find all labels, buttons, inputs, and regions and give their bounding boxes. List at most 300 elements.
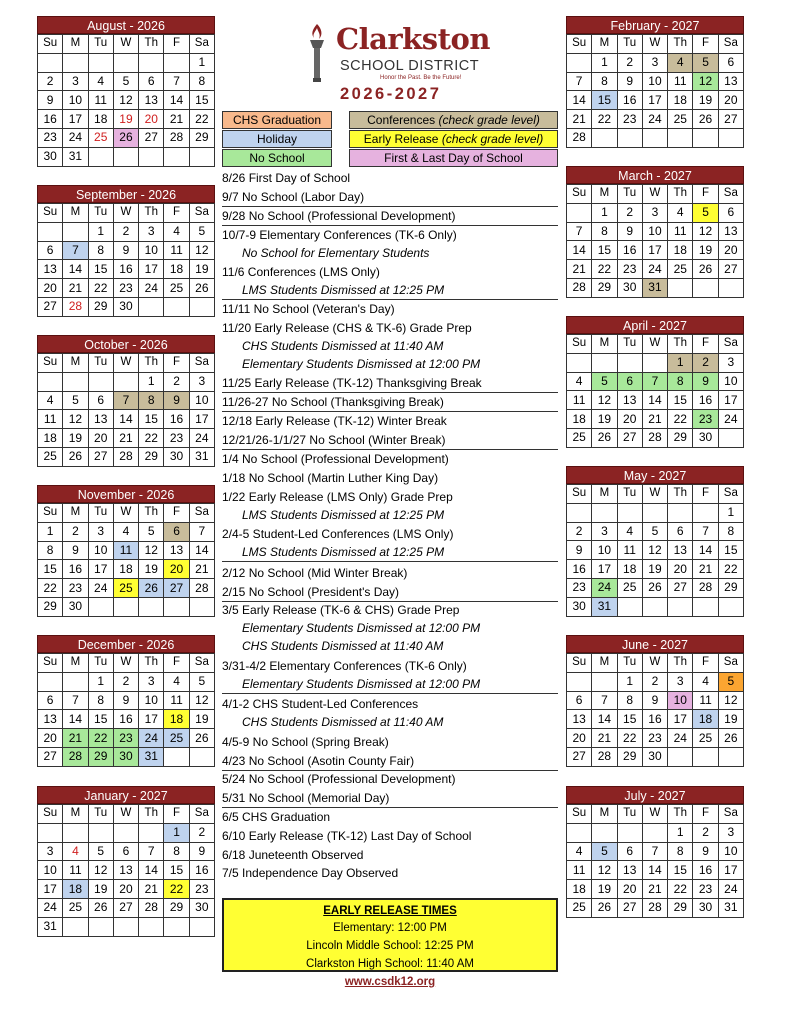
event-title: 8/26 First Day of School [222, 171, 351, 185]
day-cell: 29 [617, 747, 642, 766]
weekday-header: M [592, 185, 617, 204]
day-cell [617, 597, 642, 616]
day-cell: 8 [164, 842, 189, 861]
day-cell [642, 128, 667, 147]
day-cell: 26 [139, 579, 164, 598]
week-row [38, 541, 215, 560]
day-cell: 24 [139, 279, 164, 298]
day-cell: 8 [88, 691, 113, 710]
day-cell: 25 [88, 128, 113, 147]
day-cell [139, 53, 164, 72]
event-item [222, 695, 558, 731]
event-title: 6/5 CHS Graduation [222, 810, 331, 824]
day-cell [718, 128, 743, 147]
day-cell: 18 [63, 880, 88, 899]
calendar-december [37, 635, 215, 767]
weekday-header: W [642, 35, 667, 54]
day-cell: 4 [668, 53, 693, 72]
day-cell: 30 [113, 297, 138, 316]
day-cell: 16 [113, 260, 138, 279]
day-cell: 3 [642, 203, 667, 222]
weekday-header: Tu [617, 335, 642, 354]
event-title: 4/1-2 CHS Student-Led Conferences [222, 697, 419, 711]
week-row [38, 391, 215, 410]
weekday-header: Th [668, 335, 693, 354]
day-cell: 23 [693, 880, 718, 899]
weekday-header: M [592, 335, 617, 354]
event-item [222, 864, 558, 882]
day-cell: 13 [139, 91, 164, 110]
event-item [222, 827, 558, 845]
weekday-header: Sa [718, 805, 743, 824]
event-title: 1/4 No School (Professional Development) [222, 452, 449, 466]
day-cell: 24 [718, 880, 743, 899]
weekday-header: M [63, 354, 88, 373]
day-cell: 18 [567, 880, 592, 899]
week-row [567, 672, 744, 691]
day-cell: 23 [642, 729, 667, 748]
day-cell: 18 [668, 241, 693, 260]
day-cell: 26 [693, 110, 718, 129]
day-cell: 2 [567, 522, 592, 541]
day-cell: 13 [668, 541, 693, 560]
week-row [38, 917, 215, 936]
early-release-times-box [222, 898, 558, 972]
week-row [38, 410, 215, 429]
day-cell [63, 823, 88, 842]
weekday-header: F [164, 204, 189, 223]
day-cell: 22 [88, 279, 113, 298]
event-item [222, 374, 558, 393]
day-cell: 14 [592, 710, 617, 729]
weekday-header: M [63, 504, 88, 523]
day-cell: 14 [567, 91, 592, 110]
day-cell: 9 [38, 91, 63, 110]
district-logo [300, 18, 500, 108]
day-cell [139, 823, 164, 842]
day-cell: 1 [592, 53, 617, 72]
day-cell: 13 [718, 222, 743, 241]
weekday-header: Th [668, 35, 693, 54]
day-cell: 27 [164, 579, 189, 598]
legend-first-last-day: First & Last Day of School [349, 149, 558, 167]
day-cell: 19 [139, 560, 164, 579]
day-cell: 26 [88, 898, 113, 917]
day-cell: 6 [113, 842, 138, 861]
day-cell: 10 [718, 842, 743, 861]
district-name: Clarkston [336, 22, 490, 56]
event-title: 9/7 No School (Labor Day) [222, 190, 365, 204]
week-row [567, 241, 744, 260]
day-cell [189, 147, 214, 166]
week-row [567, 710, 744, 729]
day-cell [189, 917, 214, 936]
school-year: 2026-2027 [340, 85, 442, 103]
day-cell [113, 53, 138, 72]
day-cell: 20 [668, 560, 693, 579]
day-cell: 8 [668, 372, 693, 391]
day-cell: 26 [189, 729, 214, 748]
week-row [38, 823, 215, 842]
day-cell [668, 503, 693, 522]
weekday-header: M [63, 35, 88, 54]
week-row [567, 560, 744, 579]
month-title: January - 2027 [37, 786, 215, 804]
day-cell: 4 [693, 672, 718, 691]
day-cell [63, 222, 88, 241]
day-cell: 16 [164, 410, 189, 429]
day-cell: 6 [567, 691, 592, 710]
week-row [567, 203, 744, 222]
day-cell: 30 [617, 278, 642, 297]
day-cell [617, 128, 642, 147]
event-detail: LMS Students Dismissed at 12:25 PM [242, 283, 445, 297]
day-cell: 8 [139, 391, 164, 410]
weekday-header: Tu [617, 485, 642, 504]
day-cell: 18 [88, 110, 113, 129]
day-cell: 17 [642, 91, 667, 110]
day-cell [592, 503, 617, 522]
day-cell: 15 [88, 260, 113, 279]
calendar-february [566, 16, 744, 148]
day-cell: 30 [164, 447, 189, 466]
weekday-header: Su [38, 805, 63, 824]
day-cell [189, 747, 214, 766]
day-cell: 1 [668, 823, 693, 842]
day-cell: 31 [38, 917, 63, 936]
day-cell: 1 [164, 823, 189, 842]
day-cell: 5 [592, 842, 617, 861]
district-subtitle: SCHOOL DISTRICT [340, 58, 480, 74]
day-cell: 30 [113, 747, 138, 766]
day-cell: 9 [693, 842, 718, 861]
month-title: August - 2026 [37, 16, 215, 34]
event-item [222, 412, 558, 430]
day-cell [668, 597, 693, 616]
day-cell: 29 [88, 297, 113, 316]
day-cell: 13 [38, 710, 63, 729]
calendar-september [37, 185, 215, 317]
week-row [567, 823, 744, 842]
week-row [567, 278, 744, 297]
day-cell [139, 297, 164, 316]
day-cell [642, 353, 667, 372]
day-cell: 5 [592, 372, 617, 391]
day-cell: 20 [617, 410, 642, 429]
day-cell: 8 [668, 842, 693, 861]
weekday-header: Sa [718, 185, 743, 204]
week-row [38, 898, 215, 917]
day-cell: 8 [617, 691, 642, 710]
day-cell: 13 [617, 861, 642, 880]
day-cell: 15 [38, 560, 63, 579]
day-cell [164, 297, 189, 316]
week-row [567, 91, 744, 110]
day-cell: 2 [38, 72, 63, 91]
day-cell [567, 672, 592, 691]
week-row [38, 597, 215, 616]
event-title: 11/6 Conferences (LMS Only) [222, 265, 380, 279]
day-cell: 20 [38, 729, 63, 748]
day-cell: 21 [592, 729, 617, 748]
month-title: June - 2027 [566, 635, 744, 653]
day-cell: 27 [88, 447, 113, 466]
day-cell: 9 [164, 391, 189, 410]
event-item [222, 808, 558, 826]
day-cell: 15 [139, 410, 164, 429]
day-cell: 1 [38, 522, 63, 541]
week-row [567, 110, 744, 129]
day-cell: 7 [642, 842, 667, 861]
event-item [222, 564, 558, 582]
day-cell: 29 [164, 898, 189, 917]
day-cell: 15 [88, 710, 113, 729]
day-cell: 12 [693, 72, 718, 91]
day-cell: 2 [642, 672, 667, 691]
day-cell: 16 [693, 391, 718, 410]
day-cell: 22 [164, 880, 189, 899]
month-title: April - 2027 [566, 316, 744, 334]
day-cell: 8 [88, 241, 113, 260]
week-row [567, 842, 744, 861]
event-title: 11/20 Early Release (CHS & TK-6) Grade Prep [222, 321, 472, 335]
day-cell: 19 [189, 710, 214, 729]
day-cell: 11 [668, 72, 693, 91]
week-row [567, 880, 744, 899]
day-cell: 19 [592, 410, 617, 429]
day-cell: 27 [139, 128, 164, 147]
day-cell: 3 [592, 522, 617, 541]
day-cell: 24 [139, 729, 164, 748]
weekday-header: Su [567, 805, 592, 824]
day-cell [38, 222, 63, 241]
day-cell: 23 [113, 729, 138, 748]
day-cell [718, 278, 743, 297]
early-release-heading: EARLY RELEASE TIMES [323, 905, 457, 917]
month-title: May - 2027 [566, 466, 744, 484]
day-cell: 25 [164, 729, 189, 748]
week-row [38, 260, 215, 279]
day-cell: 5 [642, 522, 667, 541]
week-row [38, 447, 215, 466]
day-cell [567, 503, 592, 522]
week-row [38, 560, 215, 579]
day-cell: 2 [113, 222, 138, 241]
month-title: December - 2026 [37, 635, 215, 653]
day-cell [592, 672, 617, 691]
day-cell: 25 [617, 578, 642, 597]
day-cell: 12 [718, 691, 743, 710]
event-item [222, 752, 558, 771]
weekday-header: W [113, 35, 138, 54]
day-cell [88, 53, 113, 72]
month-title: July - 2027 [566, 786, 744, 804]
day-cell: 18 [567, 410, 592, 429]
day-cell: 25 [567, 428, 592, 447]
event-title: 2/15 No School (President's Day) [222, 585, 400, 599]
day-cell: 22 [189, 110, 214, 129]
torch-icon [306, 22, 328, 84]
day-cell [567, 203, 592, 222]
day-cell [63, 672, 88, 691]
day-cell [63, 917, 88, 936]
day-cell: 13 [164, 541, 189, 560]
day-cell: 31 [189, 447, 214, 466]
day-cell: 14 [642, 391, 667, 410]
day-cell: 15 [164, 861, 189, 880]
day-cell: 31 [63, 147, 88, 166]
early-release-middle: Lincoln Middle School: 12:25 PM [306, 940, 474, 952]
event-item [222, 733, 558, 751]
weekday-header: Th [668, 654, 693, 673]
day-cell: 14 [567, 241, 592, 260]
event-item [222, 469, 558, 487]
day-cell: 9 [113, 241, 138, 260]
day-cell: 21 [63, 279, 88, 298]
day-cell: 24 [592, 578, 617, 597]
day-cell: 15 [617, 710, 642, 729]
day-cell: 27 [567, 747, 592, 766]
day-cell [139, 597, 164, 616]
day-cell: 11 [38, 410, 63, 429]
day-cell: 27 [38, 747, 63, 766]
calendar-january [37, 786, 215, 937]
week-row [567, 391, 744, 410]
day-cell [113, 917, 138, 936]
day-cell: 7 [139, 842, 164, 861]
day-cell: 29 [38, 597, 63, 616]
day-cell: 26 [592, 898, 617, 917]
day-cell: 7 [567, 72, 592, 91]
event-title: 5/24 No School (Professional Development) [222, 772, 456, 786]
weekday-header: Sa [718, 335, 743, 354]
weekday-header: M [592, 654, 617, 673]
day-cell: 24 [668, 729, 693, 748]
day-cell [164, 597, 189, 616]
day-cell [693, 503, 718, 522]
day-cell: 25 [38, 447, 63, 466]
event-title: 2/4-5 Student-Led Conferences (LMS Only) [222, 527, 454, 541]
week-row [38, 128, 215, 147]
day-cell: 18 [668, 91, 693, 110]
weekday-header: M [592, 485, 617, 504]
day-cell: 31 [592, 597, 617, 616]
weekday-header: Tu [88, 35, 113, 54]
event-item [222, 226, 558, 262]
day-cell [567, 353, 592, 372]
day-cell: 25 [668, 260, 693, 279]
day-cell: 11 [668, 222, 693, 241]
weekday-header: Th [139, 504, 164, 523]
day-cell: 6 [668, 522, 693, 541]
weekday-header: Tu [88, 504, 113, 523]
event-title: 5/31 No School (Memorial Day) [222, 791, 390, 805]
weekday-header: Tu [88, 204, 113, 223]
day-cell: 25 [63, 898, 88, 917]
day-cell: 30 [63, 597, 88, 616]
day-cell: 17 [63, 110, 88, 129]
event-item [222, 657, 558, 694]
week-row [38, 222, 215, 241]
event-title: 7/5 Independence Day Observed [222, 866, 399, 880]
day-cell: 11 [617, 541, 642, 560]
day-cell: 10 [139, 691, 164, 710]
day-cell [113, 823, 138, 842]
event-title: 2/12 No School (Mid Winter Break) [222, 566, 408, 580]
day-cell: 3 [642, 53, 667, 72]
day-cell: 25 [164, 279, 189, 298]
event-item [222, 488, 558, 524]
day-cell [617, 503, 642, 522]
day-cell: 24 [718, 410, 743, 429]
week-row [567, 691, 744, 710]
day-cell: 3 [718, 353, 743, 372]
weekday-header: Sa [189, 354, 214, 373]
day-cell: 31 [642, 278, 667, 297]
day-cell: 14 [113, 410, 138, 429]
day-cell: 18 [113, 560, 138, 579]
event-item [222, 393, 558, 412]
weekday-header: Sa [718, 654, 743, 673]
day-cell: 22 [617, 729, 642, 748]
weekday-header: Sa [189, 35, 214, 54]
event-item [222, 263, 558, 300]
day-cell: 21 [567, 260, 592, 279]
day-cell: 17 [88, 560, 113, 579]
day-cell: 1 [139, 372, 164, 391]
day-cell: 3 [88, 522, 113, 541]
weekday-header: F [693, 485, 718, 504]
event-item [222, 450, 558, 468]
day-cell: 6 [88, 391, 113, 410]
weekday-header: F [693, 654, 718, 673]
month-title: November - 2026 [37, 485, 215, 503]
day-cell [164, 147, 189, 166]
day-cell: 6 [718, 203, 743, 222]
day-cell: 29 [88, 747, 113, 766]
day-cell: 12 [113, 91, 138, 110]
day-cell: 16 [189, 861, 214, 880]
day-cell [617, 823, 642, 842]
weekday-header: Th [139, 354, 164, 373]
weekday-header: Sa [189, 805, 214, 824]
day-cell: 11 [693, 691, 718, 710]
day-cell: 14 [139, 861, 164, 880]
weekday-header: M [63, 805, 88, 824]
day-cell: 14 [63, 260, 88, 279]
day-cell: 15 [592, 91, 617, 110]
early-release-elementary: Elementary: 12:00 PM [333, 922, 447, 934]
day-cell: 12 [189, 691, 214, 710]
day-cell: 11 [63, 861, 88, 880]
day-cell: 8 [718, 522, 743, 541]
day-cell: 17 [38, 880, 63, 899]
event-title: 4/23 No School (Asotin County Fair) [222, 754, 415, 768]
calendar-october [37, 335, 215, 467]
week-row [567, 53, 744, 72]
day-cell: 21 [139, 880, 164, 899]
calendar-july [566, 786, 744, 918]
day-cell: 13 [88, 410, 113, 429]
day-cell: 2 [113, 672, 138, 691]
day-cell [718, 747, 743, 766]
day-cell: 4 [38, 391, 63, 410]
day-cell [592, 128, 617, 147]
week-row [567, 410, 744, 429]
day-cell: 27 [718, 260, 743, 279]
day-cell: 23 [63, 579, 88, 598]
website-link[interactable]: www.csdk12.org [344, 976, 436, 988]
